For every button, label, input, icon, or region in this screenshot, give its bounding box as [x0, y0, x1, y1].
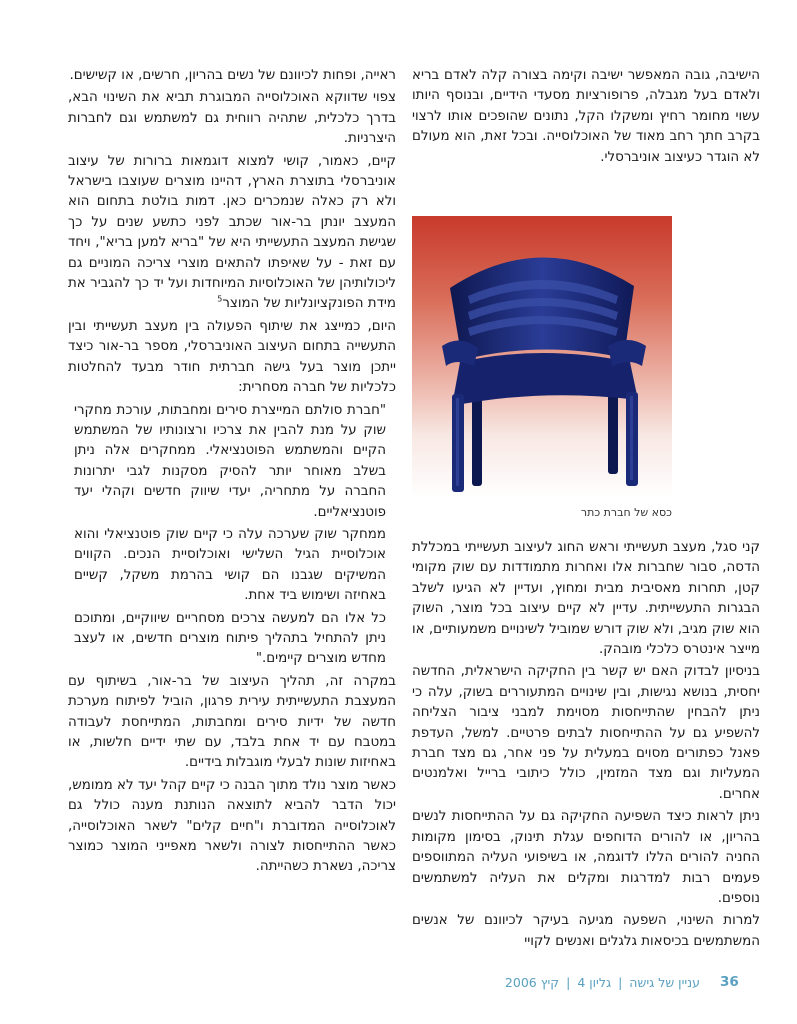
running-footer	[470, 975, 700, 990]
separator: |	[618, 975, 623, 990]
quote-paragraph: ממחקר שוק שערכה עלה כי קיים שוק פוטנציאלי והוא אוכלוסיית הגיל השלישי ואוכלוסיית הנכים. הקווים המשיקים שגבנו הם קושי בהרמת משקל, קשיים באחיזה ושימוש ביד אחת.	[74, 526, 386, 604]
photo-caption: כסא של חברת כתר	[580, 506, 672, 519]
paragraph: קני סגל, מעצב תעשייתי וראש החוג לעיצוב תעשייתי במכללת הדסה, סבור שחברות אלו ואחרות מתמודדות עם שוק מקומי קטן, תחרות מאסיבית מבית ומחוץ, ועדיין לא הגיעו לשלב הבגרות התעשייתית. עדיין לא קיים עיצוב בכל מוצר, השוק הוא שוק מגיב, ולא שוק דורש שמוביל לשינויים משמעותיים, או מייצר אינטרס כלכלי מובהק.	[412, 540, 760, 658]
paragraph-text: קיים, כאמור, קושי למצוא דוגמאות ברורות של עיצוב אוניברסלי בתוצרת הארץ, דהיינו מוצרים שעוצבו בישראל ולא רק כאלה שנמכרים כאן. דמות בולטת בתחום הוא המעצב יונתן בר-אור שכתב לפני כתשע שנים על כך שגישת המעצב התעשייתי היא של "בריא למען בריא", ויחד עם זאת - על שאיפתו להתאים מוצרי צריכה המוניים גם ליכולותיהן של האוכלוסיות המיוחדות ועל יד כך להגביר את מידת הפונקציונליות של המוצר	[68, 153, 396, 312]
chair-photo	[412, 216, 672, 498]
quote-paragraph: "חברת סולתם המייצרת סירים ומחבתות, עורכת מחקרי שוק על מנת להבין את צרכיו ורצונותיו של המשתמש הקיים והמשתמש הפוטנציאלי. ממחקרים אלה ניתן בשלב מאוחר יותר להסיק מסקנות לגבי יתרונות החברה על מתחריה, יעדי שיווק חדשים וקהלי יעד פוטנציאליים.	[74, 402, 386, 520]
paragraph: כאשר מוצר נולד מתוך הבנה כי קיים קהל יעד לא ממומש, יכול הדבר להביא לתוצאה הנותנת מענה כולל גם לאוכלוסייה המדוברת ו"חיים קלים" לשאר האוכלוסייה, כאשר ההתייחסות לצורה ולשאר מאפייני המוצר כמוצר צריכה, נשארת כשהייתה.	[68, 777, 396, 875]
page-footer	[0, 974, 797, 994]
plastic-chair-icon	[412, 216, 672, 498]
paragraph	[68, 152, 396, 315]
right-column-bottom	[412, 538, 760, 954]
left-column	[68, 66, 396, 880]
issue-season: קיץ 2006	[504, 975, 560, 990]
block-quote	[68, 401, 396, 670]
separator: |	[566, 975, 571, 990]
footnote-mark: 5	[217, 295, 223, 304]
paragraph: צפוי שדווקא האוכלוסייה המבוגרת תביא את השינוי הבא, בדרך כלכלית, שתהיה רווחית גם למשתמש וגם לחברות היצרניות.	[68, 90, 396, 147]
paragraph: הישיבה, גובה המאפשר ישיבה וקימה בצורה קלה לאדם בריא ולאדם בעל מגבלה, פרופורציות מסעדי הידיים, ובנוסף היותו עשוי מחומר רחיץ ומשקלו הקל, נתונים שהופכים אותו לרצוי בקרב חתך רחב מאוד של האוכלוסייה. ובכל זאת, הוא מעולם לא הוגדר כעיצוב אוניברסלי.	[412, 68, 760, 165]
issue-number: גליון 4	[577, 975, 612, 990]
paragraph: היום, כמייצג את שיתוף הפעולה בין מעצב תעשייתי ובין התעשייה בתחום העיצוב האוניברסלי, מספר בר-אור כיצד ייתכן מוצר בעל גישה חברתית חודר מבעד להחלטות כלכליות של חברה מסחרית:	[68, 318, 396, 396]
page-number: 36	[720, 974, 739, 990]
paragraph: בניסיון לבדוק האם יש קשר בין החקיקה הישראלית, החדשה יחסית, בנושא נגישות, ובין שינויים המתעוררים בשוק, עלה כי ניתן להבחין שהתייחסות מסוימת למבני ציבור הצליחה להשפיע גם על ההתייחסות לבתים פרטיים. למשל, העדפת פאנל כפתורים מסוים במעלית על פני אחר, גם מצד חברת המעליות וגם מצד המזמין, כולל כיתובי ברייל ואלמנטים אחרים.	[412, 664, 760, 802]
paragraph: ראייה, ופחות לכיוונם של נשים בהריון, חרשים, או קשישים.	[69, 68, 396, 83]
paragraph: למרות השינוי, השפעה מגיעה בעיקר לכיוונם של אנשים המשתמשים בכיסאות גלגלים ואנשים לקויי	[412, 913, 760, 949]
paragraph: במקרה זה, תהליך העיצוב של בר-אור, בשיתוף עם המעצבת התעשייתית עירית פרגון, הוביל לפיתוח מערכת חדשה של ידיות סירים ומחבתות, המתייחסת לעבודה במטבח עם יד אחת בלבד, עם שתי ידיים חלשות, או באחיזות שונות לבעלי מוגבלות בידיים.	[68, 673, 396, 771]
quote-paragraph: כל אלו הם למעשה צרכים מסחריים שיווקיים, ומתוכם ניתן להתחיל בתהליך פיתוח מוצרים חדשים, או לעצב מחדש מוצרים קיימים."	[74, 610, 386, 667]
magazine-name: עניין של גישה	[629, 975, 700, 990]
paragraph: ניתן לראות כיצד השפיעה החקיקה גם על ההתייחסות לנשים בהריון, או להורים הדוחפים עגלת תינוק, בסימון מקומות החניה להורים הללו לדוגמה, או בשיפועי העליה המתווספים פעמים רבות למדרגות ומקלים את העליה למשתמשים נוספים.	[412, 809, 760, 906]
right-column-top	[412, 66, 760, 170]
